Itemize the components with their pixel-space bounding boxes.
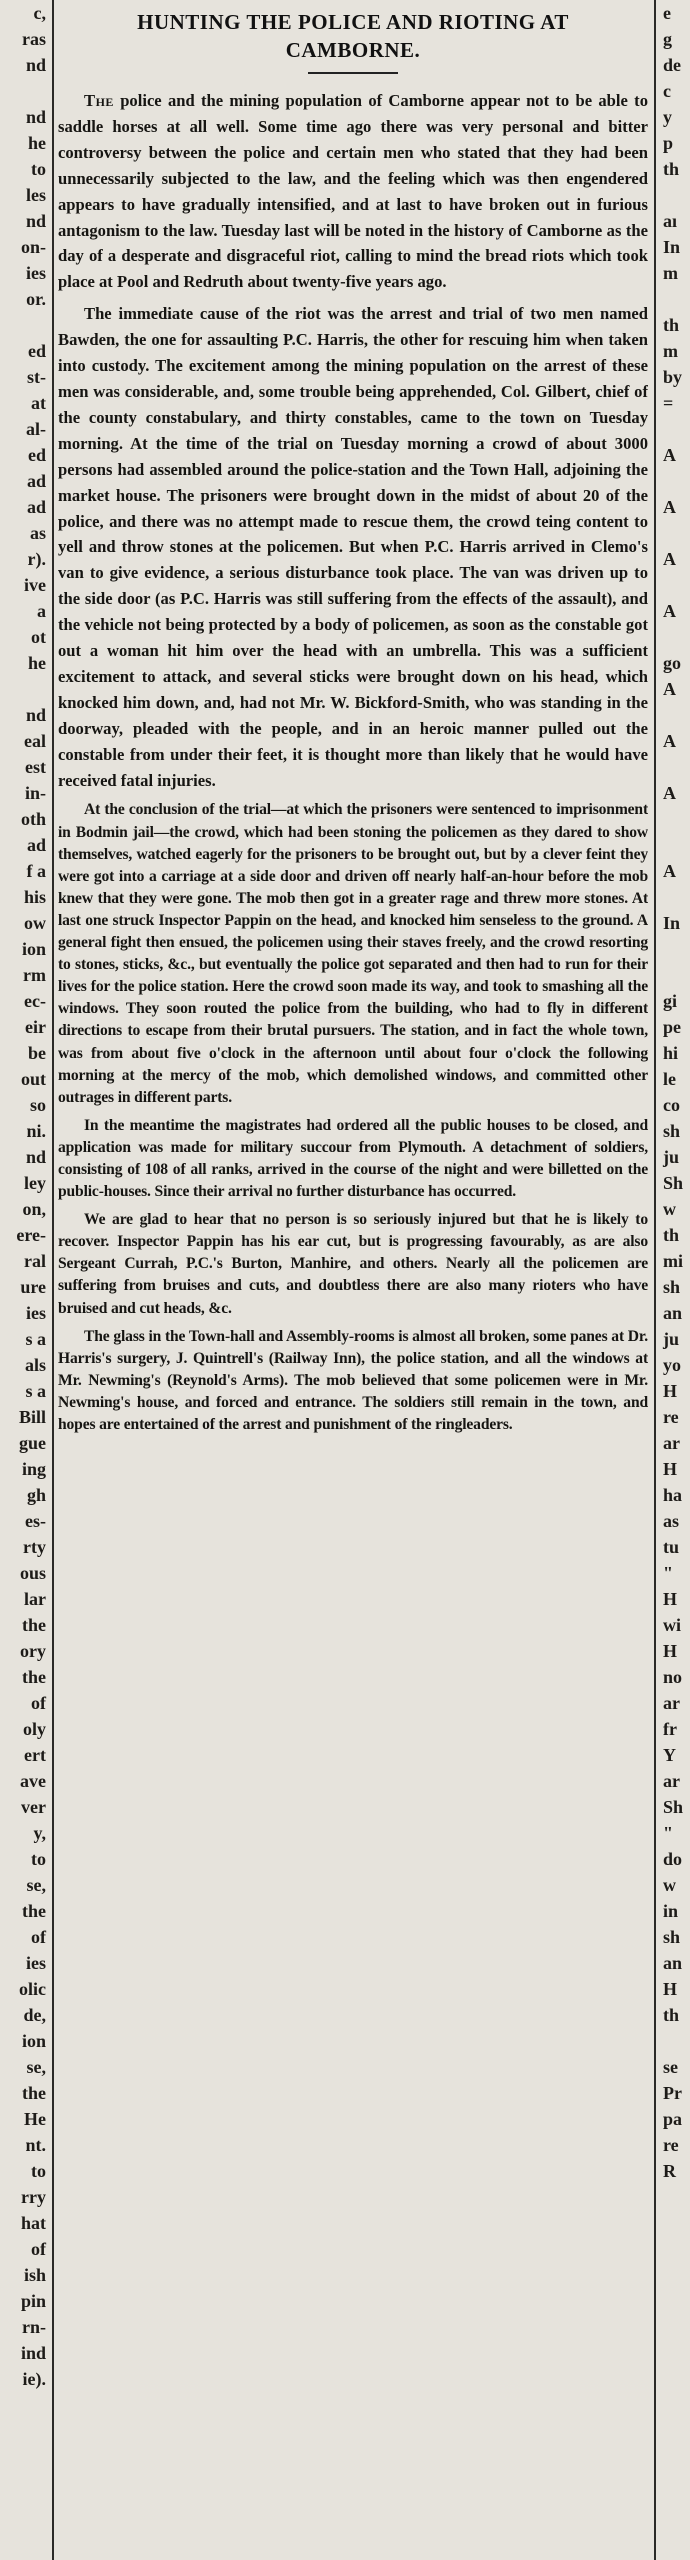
right_column_fragments-fragment: sh <box>663 1927 681 1947</box>
right_column_fragments-fragment: le <box>663 1069 676 1089</box>
right_column_fragments-fragment: wi <box>663 1615 681 1635</box>
left_column_fragments-fragment: to <box>31 1849 46 1869</box>
paragraph-3-text: At the conclusion of the trial—at which the prisoners were sentenced to imprisonment in Bodmin jail—the crowd, which had been stoning the policemen as they dared to show themselves, watched eagerly for the prisoners to be brought out, but by a clever feint they were got into a carriage at a side door and driven off nearly half-an-hour before the mob knew that they were gone. The mob then got in a greater rage and threw more stones. At last one struck Inspector Pappin on the head, and knocked him senseless to the ground. A general fight then ensued, the policemen using their staves freely, and the crowd resorting to stones, sticks, &c., but eventually the police got separated and then had to run for their lives for the police station. Here the crowd soon made its way, and took to smashing all the windows. They soon routed the police from the building, who had to fly in different directions to escape from their brutal pursuers. The station, and in fact the whole town, was from about five o'clock in the afternoon until about four o'clock the following morning at the mercy of the mob, which demolished windows, and committed other outrages in different parts. <box>58 801 648 1106</box>
right_column_fragments-fragment <box>663 884 690 910</box>
left_column_fragments-fragment: or. <box>26 289 46 309</box>
right_column_fragments-fragment: A <box>663 861 676 881</box>
right_column_fragments-fragment: co <box>663 1095 680 1115</box>
left_column_fragments-fragment: he <box>28 653 46 673</box>
right_column_fragments-fragment <box>663 182 690 208</box>
left_column_fragments-fragment: c, <box>33 3 46 23</box>
paragraph-2-text: The immediate cause of the riot was the arrest and trial of two men named Bawden, the one for assaulting P.C. Harris, the other for rescuing him when taken into custody. The excitement among the mining population on the arrest of these men was considerable, and, some trouble being apprehended, Col. Gilbert, chief of the county constabulary, and thirty constables, came to the town on Tuesday morning. At the time of the trial on Tuesday morning a crowd of about 3000 persons had assembled around the police-station and the Town Hall, adjoining the market house. The prisoners were brought down in the midst of about 20 of the police, and there was no attempt made to rescue them, the crowd teing content to yell and throw stones at the policemen. But when P.C. Harris arrived in Clemo's van to give evidence, a serious disturbance took place. The van was driven up to the side door (as P.C. Harris was still suffering from the effects of the assault), and the vehicle not being protected by a body of policemen, as soon as the constable got out a woman hit him over the head with an umbrella. This was a sufficient excitement to attack, and several sticks were brought down on his head, which knocked him down, and, had not Mr. W. Bickford-Smith, who was standing in the doorway, pleaded with the people, and in an heroic manner pulled out the constable from under their feet, it is thought more than likely that he would have received fatal injuries. <box>58 304 648 790</box>
left_column_fragments-fragment: out <box>20 1069 46 1089</box>
paragraph-3 <box>58 799 648 1108</box>
right_column_fragments-fragment: H <box>663 1589 678 1609</box>
left_column_fragments-fragment: nd <box>25 705 46 725</box>
right_column_fragments-fragment: m <box>663 341 678 361</box>
right_column_fragments-fragment: H <box>663 1381 678 1401</box>
right_column_fragments-fragment: In <box>663 913 681 933</box>
left_column_fragments-fragment: ed <box>28 445 46 465</box>
headline <box>58 6 648 64</box>
left_column_fragments-fragment: se, <box>26 1875 46 1895</box>
left_column_fragments-fragment: ish <box>23 2265 46 2285</box>
left_column_fragments-fragment: s a <box>25 1329 46 1349</box>
left_column_fragments-fragment: so <box>29 1095 46 1115</box>
left_column_fragments-fragment: r). <box>27 549 46 569</box>
right_column_fragments-fragment: th <box>663 315 680 335</box>
right_column_fragments-fragment <box>663 936 690 962</box>
left_column_fragments-fragment: f a <box>26 861 46 881</box>
right_column_fragments-fragment: ar <box>663 1693 680 1713</box>
right_column_fragments-fragment: In <box>663 237 681 257</box>
left_column_fragments-fragment: nd <box>25 1147 46 1167</box>
left_column_fragments-fragment: ion <box>21 939 46 959</box>
paragraph-6-text: The glass in the Town-hall and Assembly-rooms is almost all broken, some panes at Dr. Harris's surgery, J. Quintrell's (Railway Inn), the police station, and all the windows at Mr. Newming's (Reynold's Arms). The mob believed that some policemen were in Mr. Newming's house, and forced and entrance. The soldiers still remain in the town, and hopes are entertained of the arrest and punishment of the ringleaders. <box>58 1327 648 1433</box>
left_column_fragments-fragment: gue <box>19 1433 46 1453</box>
left_column_fragments-fragment: ies <box>26 1303 46 1323</box>
right_column_fragments-fragment: ar <box>663 1433 680 1453</box>
left_column_fragments-fragment: ous <box>19 1563 46 1583</box>
left_column_fragments-fragment: on- <box>20 237 46 257</box>
left_column_fragments-fragment: lar <box>24 1589 46 1609</box>
left_column_fragments-fragment: the <box>22 1901 46 1921</box>
right_column_fragments-fragment: p <box>663 133 674 153</box>
left_column_fragments-fragment: est <box>25 757 46 777</box>
left_column_fragments-fragment: es- <box>25 1511 46 1531</box>
left_column_fragments-fragment: ure <box>20 1277 46 1297</box>
right_column_fragments-fragment: Y <box>663 1745 676 1765</box>
right_column_fragments-fragment: ju <box>663 1147 680 1167</box>
left_column_fragments-fragment: eir <box>25 1017 46 1037</box>
right_column_fragments-fragment: ha <box>663 1485 683 1505</box>
right_column_fragments-fragment: gi <box>663 991 678 1011</box>
right_column_fragments-fragment: A <box>663 549 676 569</box>
left_column_fragments-fragment: as <box>29 523 46 543</box>
right_column_fragments-fragment: ar <box>663 1771 680 1791</box>
left_column_fragments-fragment: of <box>31 2239 46 2259</box>
paragraph-6 <box>58 1326 648 1436</box>
right_column_fragments-fragment: w <box>663 1199 676 1219</box>
right_column_fragments-fragment: g <box>663 29 672 49</box>
left_column_fragments-fragment: the <box>22 2083 46 2103</box>
left_column_fragments-fragment: nd <box>25 55 46 75</box>
right_column_fragments-fragment <box>663 416 690 442</box>
left_column_fragments-fragment: hat <box>20 2213 46 2233</box>
right_column_fragments-fragment: A <box>663 445 676 465</box>
paragraph-lead-word: The <box>84 91 114 110</box>
left_column_fragments-fragment: ies <box>26 1953 46 1973</box>
right_column_fragments-fragment <box>663 962 690 988</box>
right_column_fragments-fragment <box>663 520 690 546</box>
paragraph-4-text: In the meantime the magistrates had ordered all the public houses to be closed, and application was made for military succour from Plymouth. A detachment of soldiers, consisting of 108 of all ranks, arrived in the course of the night and were billetted on the public-houses. Since their arrival no further disturbance has occurred. <box>58 1116 648 1201</box>
left_column_fragments-fragment: of <box>31 1927 46 1947</box>
left_column_fragments-fragment: nt. <box>25 2135 46 2155</box>
paragraph-1 <box>58 88 648 295</box>
right_column_fragments-fragment: A <box>663 679 676 699</box>
left_column_fragments-fragment: ver <box>21 1797 46 1817</box>
left_column_fragments-fragment: ec- <box>24 991 46 1011</box>
right_column_fragments-fragment: Sh <box>663 1173 684 1193</box>
right_column_fragments-fragment: as <box>663 1511 680 1531</box>
right_column_fragments-fragment: by <box>663 367 683 387</box>
left_column_fragments-fragment: se, <box>26 2057 46 2077</box>
right_column_fragments-fragment: A <box>663 783 676 803</box>
right_column_fragments-fragment: w <box>663 1875 676 1895</box>
left_column_fragments-fragment: rty <box>23 1537 46 1557</box>
right_column_fragments-fragment: re <box>663 2135 679 2155</box>
column-rule-left <box>52 0 54 2560</box>
right_column_fragments-fragment: aı <box>663 211 678 231</box>
headline-line-1: HUNTING THE POLICE AND RIOTING AT <box>137 10 569 34</box>
left_column_fragments-fragment: nd <box>25 107 46 127</box>
left_column_fragments-fragment: olic <box>19 1979 46 1999</box>
right_column_fragments-fragment: H <box>663 1459 678 1479</box>
right_column_fragments-fragment: se <box>663 2057 678 2077</box>
left_column_fragments-fragment: to <box>31 159 46 179</box>
right_column_fragments-fragment: th <box>663 2005 680 2025</box>
right_column_fragments-fragment: fr <box>663 1719 677 1739</box>
right_column_fragments-fragment: e <box>663 3 671 23</box>
left_column_fragments-fragment: ind <box>20 2343 46 2363</box>
right_column_fragments-fragment: no <box>663 1667 683 1687</box>
right_column_fragments-fragment <box>663 572 690 598</box>
right_column_fragments-fragment: in <box>663 1901 679 1921</box>
left_column_fragments-fragment: ley <box>24 1173 46 1193</box>
right_column_fragments-fragment: do <box>663 1849 683 1869</box>
right_column_fragments-fragment: ju <box>663 1329 680 1349</box>
left_column_fragments-fragment: rm <box>23 965 46 985</box>
left_column_fragments-fragment <box>0 676 46 702</box>
left_column_fragments-fragment <box>0 78 46 104</box>
right_column_fragments-fragment: re <box>663 1407 679 1427</box>
left_column_fragments-fragment: ion <box>21 2031 46 2051</box>
right_column_fragments-fragment <box>663 702 690 728</box>
right_column_fragments-fragment: A <box>663 601 676 621</box>
left_column_fragments-fragment: s a <box>25 1381 46 1401</box>
column-rule-right <box>654 0 656 2560</box>
left_column_fragments-fragment <box>0 312 46 338</box>
left_column_fragments-fragment: y, <box>33 1823 46 1843</box>
right-adjacent-column <box>661 0 690 2560</box>
left_column_fragments-fragment: in- <box>24 783 46 803</box>
headline-rule <box>308 72 398 74</box>
left_column_fragments-fragment: his <box>23 887 46 907</box>
right_column_fragments-fragment <box>663 468 690 494</box>
left_column_fragments-fragment: ie). <box>22 2369 46 2389</box>
right_column_fragments-fragment: tu <box>663 1537 680 1557</box>
right_column_fragments-fragment: A <box>663 731 676 751</box>
left_column_fragments-fragment: ot <box>31 627 46 647</box>
right_column_fragments-fragment <box>663 754 690 780</box>
right_column_fragments-fragment: sh <box>663 1121 681 1141</box>
right_column_fragments-fragment: pe <box>663 1017 681 1037</box>
left_column_fragments-fragment: ies <box>26 263 46 283</box>
left_column_fragments-fragment: be <box>28 1043 46 1063</box>
left_column_fragments-fragment: al- <box>26 419 46 439</box>
left_column_fragments-fragment: st- <box>27 367 46 387</box>
right_column_fragments-fragment: pa <box>663 2109 683 2129</box>
left_column_fragments-fragment: ad <box>26 471 46 491</box>
left_column_fragments-fragment: oth <box>20 809 46 829</box>
left_column_fragments-fragment: a <box>37 601 46 621</box>
left_column_fragments-fragment: rn- <box>22 2317 46 2337</box>
right_column_fragments-fragment: mi <box>663 1251 683 1271</box>
article <box>58 6 648 2556</box>
right_column_fragments-fragment: m <box>663 263 678 283</box>
left_column_fragments-fragment: he <box>28 133 46 153</box>
left_column_fragments-fragment: als <box>24 1355 46 1375</box>
paragraph-5-text: We are glad to hear that no person is so seriously injured but that he is likely to recover. Inspector Pappin has his ear cut, but is progressing favourably, as are also Sergeant Currah, P.C.'s Burton, Manhire, and others. Nearly all the policemen are suffering from bruises and cuts, and doubtless there are also many rioters who have bruised and cut heads, &c. <box>58 1211 648 1317</box>
left_column_fragments-fragment: ive <box>24 575 46 595</box>
right_column_fragments-fragment: Pr <box>663 2083 682 2103</box>
right_column_fragments-fragment <box>663 806 690 832</box>
right_column_fragments-fragment: Sh <box>663 1797 684 1817</box>
left_column_fragments-fragment: ow <box>24 913 46 933</box>
left_column_fragments-fragment: eal <box>24 731 46 751</box>
right_column_fragments-fragment: sh <box>663 1277 681 1297</box>
left_column_fragments-fragment: ras <box>22 29 46 49</box>
right_column_fragments-fragment: y <box>663 107 672 127</box>
left_column_fragments-fragment: ad <box>26 497 46 517</box>
left_column_fragments-fragment: ing <box>21 1459 46 1479</box>
left_column_fragments-fragment: oly <box>22 1719 46 1739</box>
right_column_fragments-fragment: an <box>663 1953 683 1973</box>
right_column_fragments-fragment: = <box>663 393 674 413</box>
right_column_fragments-fragment <box>663 2028 690 2054</box>
left_column_fragments-fragment: ory <box>20 1641 46 1661</box>
right_column_fragments-fragment: H <box>663 1641 678 1661</box>
left_column_fragments-fragment: rry <box>21 2187 46 2207</box>
left_column_fragments-fragment: He <box>24 2109 46 2129</box>
left_column_fragments-fragment: ral <box>24 1251 46 1271</box>
paragraph-2 <box>58 301 648 793</box>
left_column_fragments-fragment: ed <box>28 341 46 361</box>
right_column_fragments-fragment: H <box>663 1979 678 1999</box>
right_column_fragments-fragment: " <box>663 1563 673 1583</box>
left_column_fragments-fragment: ni. <box>26 1121 46 1141</box>
left_column_fragments-fragment: Bill <box>18 1407 46 1427</box>
left_column_fragments-fragment: ere- <box>16 1225 46 1245</box>
right_column_fragments-fragment: th <box>663 1225 680 1245</box>
left_column_fragments-fragment: the <box>22 1667 46 1687</box>
left_column_fragments-fragment: ad <box>26 835 46 855</box>
headline-line-2: CAMBORNE. <box>285 38 421 62</box>
right_column_fragments-fragment: R <box>663 2161 676 2181</box>
right_column_fragments-fragment <box>663 286 690 312</box>
right_column_fragments-fragment: A <box>663 497 676 517</box>
right_column_fragments-fragment: " <box>663 1823 673 1843</box>
paragraph-4 <box>58 1115 648 1203</box>
left-adjacent-column <box>0 0 48 2560</box>
paragraph-5 <box>58 1209 648 1319</box>
left_column_fragments-fragment: to <box>31 2161 46 2181</box>
right_column_fragments-fragment <box>663 624 690 650</box>
paragraph-1-text: police and the mining population of Camborne appear not to be able to saddle horses at all well. Some time ago there was very personal and bitter controversy between the police and certain men who stated that they had been unnecessarily subjected to the law, and the feeling which was then engendered appears to have gradually intensified, and at last to have broken out in furious antagonism to the law. Tuesday last will be noted in the history of Camborne as the day of a desperate and disgraceful riot, calling to mind the bread riots which took place at Pool and Redruth about twenty-five years ago. <box>58 91 648 292</box>
left_column_fragments-fragment: pin <box>20 2291 46 2311</box>
left_column_fragments-fragment: on, <box>22 1199 46 1219</box>
left_column_fragments-fragment: ert <box>24 1745 46 1765</box>
right_column_fragments-fragment: an <box>663 1303 683 1323</box>
right_column_fragments-fragment: go <box>663 653 681 673</box>
right_column_fragments-fragment: th <box>663 159 680 179</box>
left_column_fragments-fragment: of <box>31 1693 46 1713</box>
left_column_fragments-fragment: les <box>26 185 46 205</box>
left_column_fragments-fragment: the <box>22 1615 46 1635</box>
right_column_fragments-fragment: c <box>663 81 671 101</box>
right_column_fragments-fragment <box>663 832 690 858</box>
right_column_fragments-fragment: yo <box>663 1355 681 1375</box>
left_column_fragments-fragment: de, <box>23 2005 46 2025</box>
right_column_fragments-fragment: hi <box>663 1043 679 1063</box>
left_column_fragments-fragment: gh <box>26 1485 46 1505</box>
right_column_fragments-fragment: de <box>663 55 681 75</box>
left_column_fragments-fragment: nd <box>25 211 46 231</box>
left_column_fragments-fragment: at <box>31 393 46 413</box>
left_column_fragments-fragment: ave <box>20 1771 46 1791</box>
